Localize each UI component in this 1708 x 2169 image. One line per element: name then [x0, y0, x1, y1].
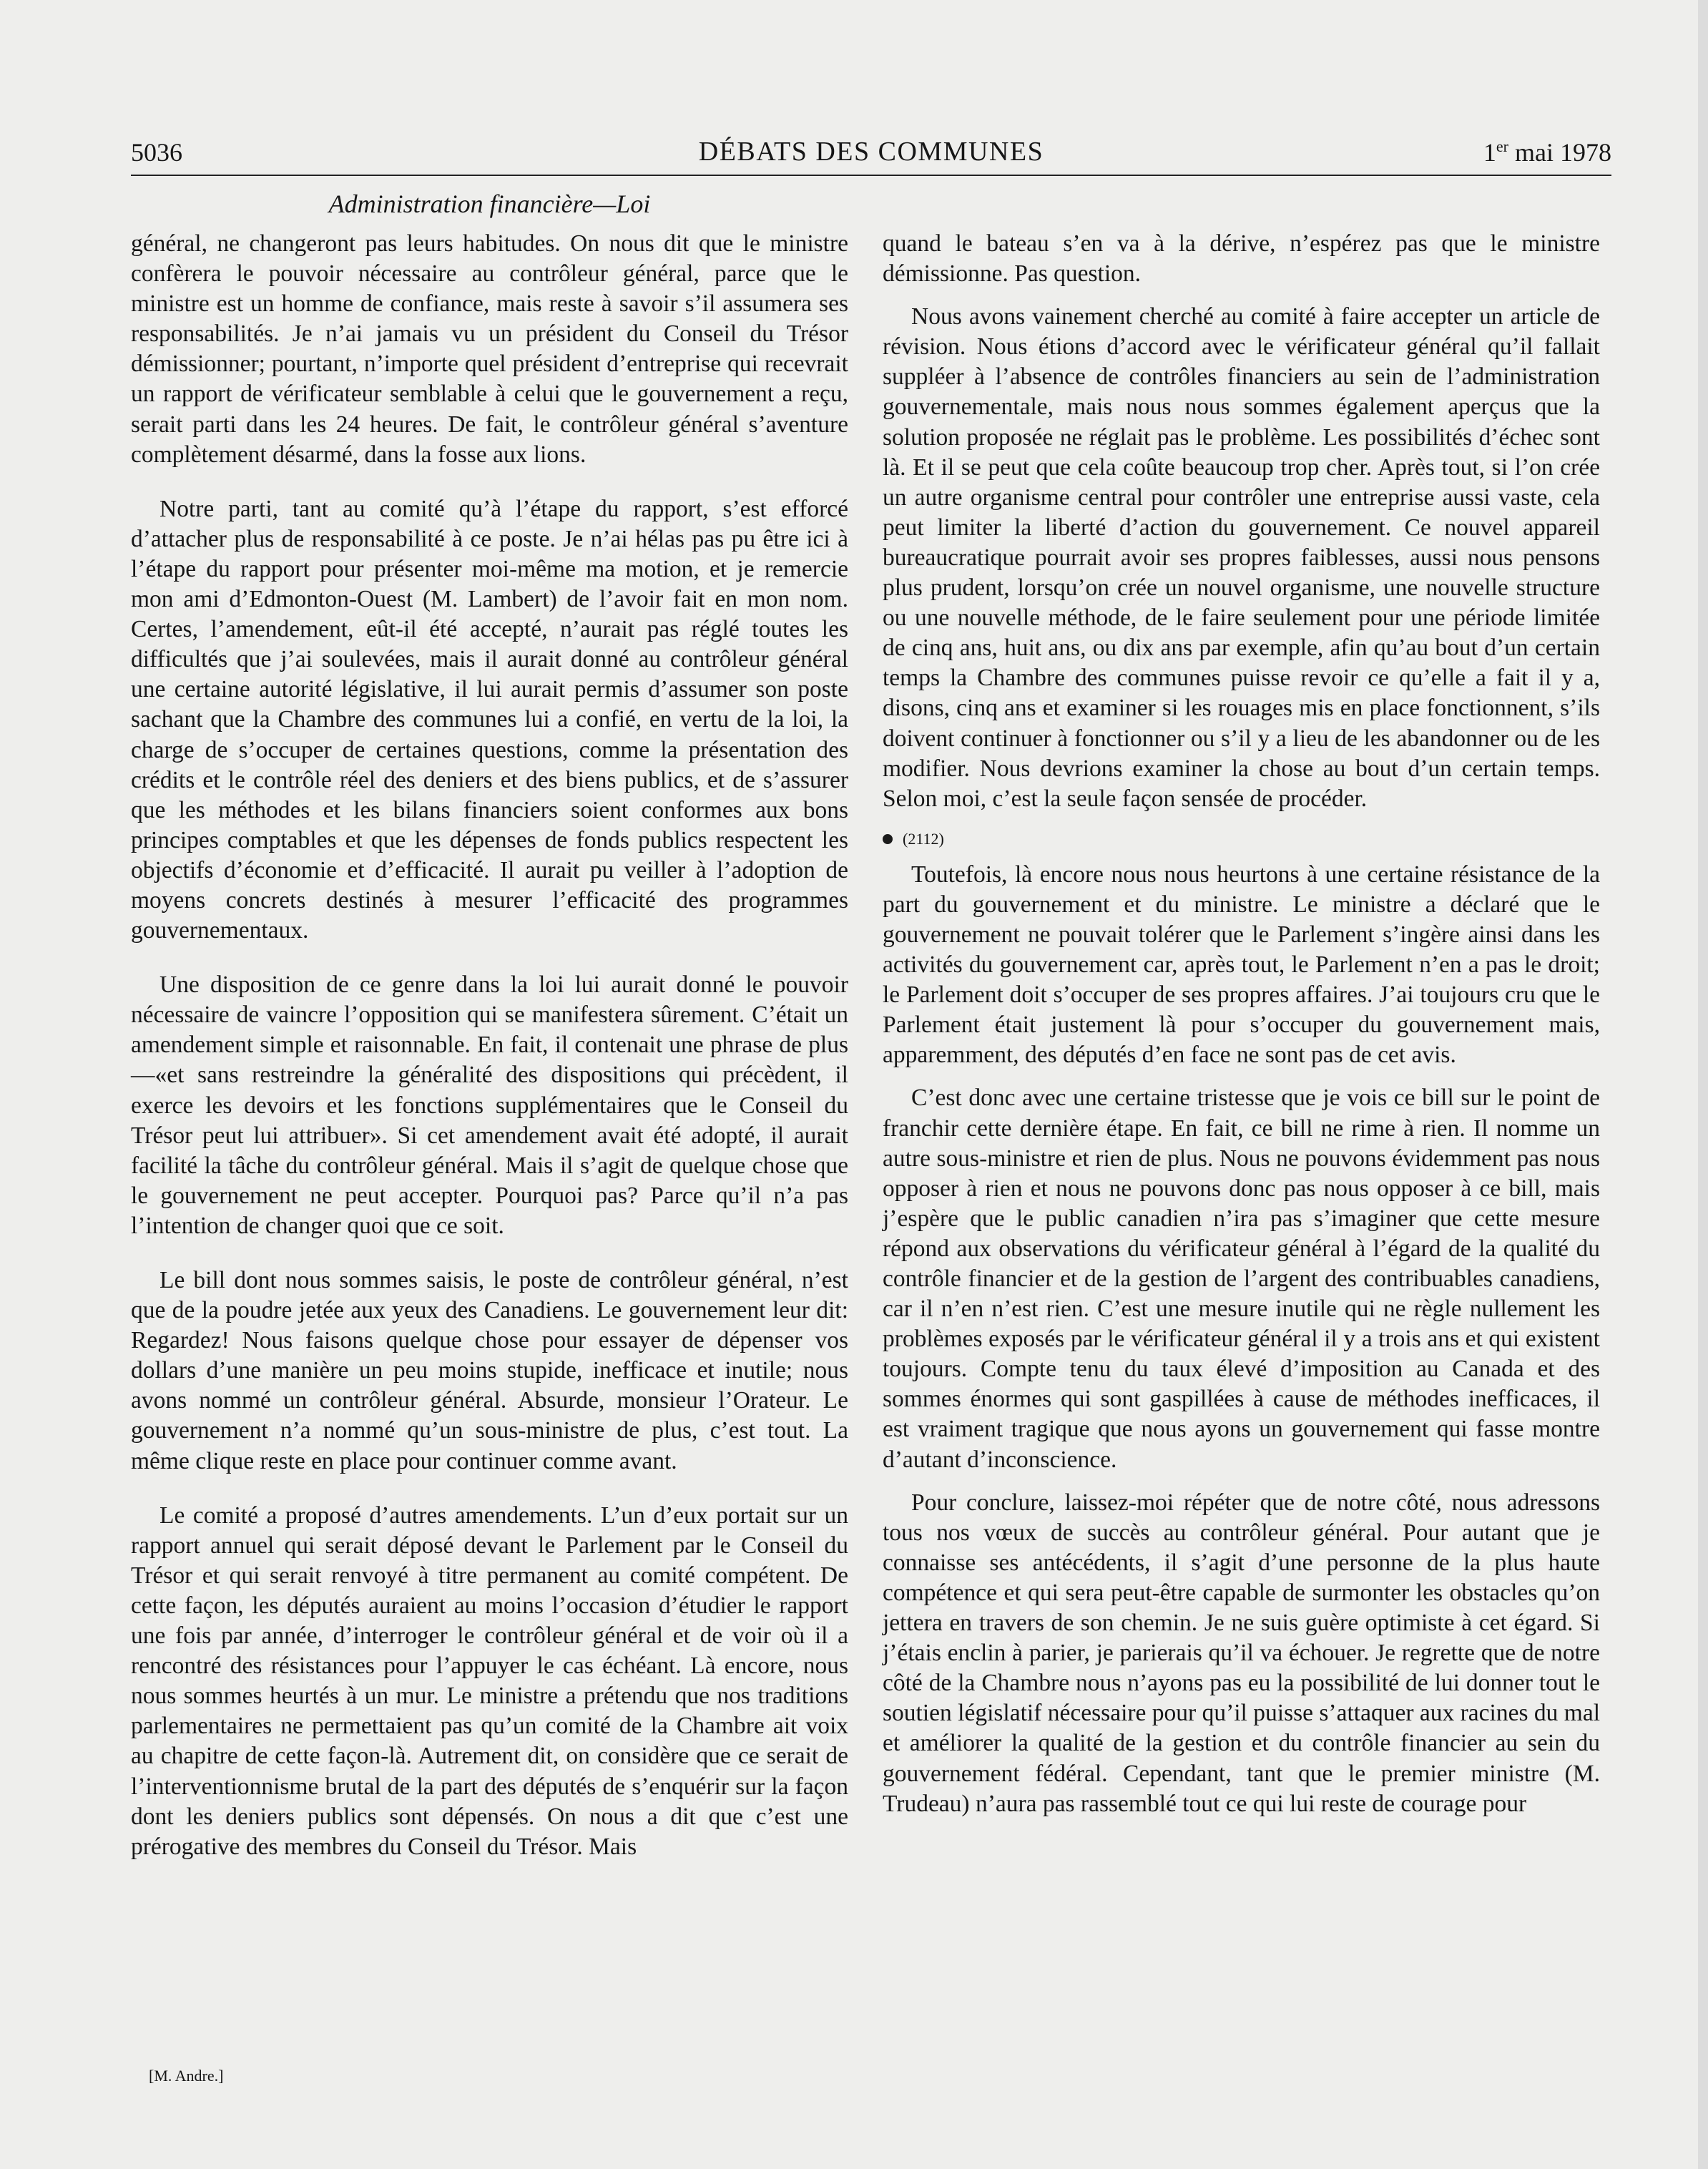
bullet-dot-icon: [883, 834, 893, 844]
paragraph: Une disposition de ce genre dans la loi lui aurait donné le pouvoir nécessaire de vaincre l’opposition qui se manifestera sûrement. C’était un amendement simple et raisonnable. En fait, il contenait une phrase de plus—«et sans restreindre la généralité des dispositions qui précèdent, il exerce les devoirs et les fonctions supplémentaires que le Conseil du Trésor peut lui attribuer». Si cet amendement avait été adopté, il aurait facilité la tâche du contrôleur général. Mais il s’agit de quelque chose que le gouvernement ne peut accepter. Pourquoi pas? Parce qu’il n’a pas l’intention de changer quoi que ce soit.: [131, 971, 848, 1239]
paragraph: général, ne changeront pas leurs habitudes. On nous dit que le ministre confèrera le pouvoir nécessaire au contrôleur général, parce que le ministre est un homme de confiance, mais reste à savoir s’il assumera ses responsabilités. Je n’ai jamais vu un président du Conseil du Trésor démissionner; pourtant, n’importe quel président d’entreprise qui recevrait un rapport de vérificateur semblable à celui que le gouvernement a reçu, serait parti dans les 24 heures. De fait, le contrôleur général s’aventure complètement désarmé, dans la fosse aux lions.: [131, 230, 848, 468]
section-subheader: Administration financière—Loi: [328, 190, 651, 218]
time-marker-label: (2112): [903, 829, 944, 848]
paragraph: Le comité a proposé d’autres amendements. L’un d’eux portait sur un rapport annuel qui serait déposé devant le Parlement par le Conseil du Trésor et qui serait renvoyé à titre permanent au comité compétent. De cette façon, les députés auraient au moins l’occasion d’étudier le rapport une fois par année, d’interroger le contrôleur général et de voir où il a rencontré des résistances pour l’appuyer le cas échéant. Là encore, nous nous sommes heurtés à un mur. Le ministre a prétendu que nos traditions parlementaires ne permettaient pas qu’un comité de la Chambre ait voix au chapitre de cette façon-là. Autrement dit, on considère que ce serait de l’interventionnisme brutal de la part des députés de s’enquérir sur la façon dont les deniers publics sont dépensés. On nous a dit que c’est une prérogative des membres du Conseil du Trésor. Mais: [131, 1502, 848, 1860]
paragraph: quand le bateau s’en va à la dérive, n’espérez pas que le ministre démissionne. Pas question.: [883, 230, 1600, 288]
journal-title: DÉBATS DES COMMUNES: [698, 137, 1044, 167]
paragraph: Pour conclure, laissez-moi répéter que de notre côté, nous adressons tous nos vœux de succès au contrôleur général. Pour autant que je connaisse ses antécédents, il s’agit d’une personne de la plus haute compétence et qui sera peut-être capable de surmonter les obstacles qu’on jettera en travers de son chemin. Je ne suis guère optimiste à cet égard. Si j’étais enclin à parier, je parierais qu’il va échouer. Je regrette que de notre côté de la Chambre nous n’ayons pas eu la possibilité de lui donner tout le soutien législatif nécessaire pour qu’il puisse s’attaquer aux racines du mal et améliorer la qualité de la gestion et du contrôle financier au sein du gouvernement fédéral. Cependant, tant que le premier ministre (M. Trudeau) n’aura pas rassemblé tout ce qui lui reste de courage pour: [883, 1489, 1600, 1817]
paragraph: Le bill dont nous sommes saisis, le poste de contrôleur général, n’est que de la poudre jetée aux yeux des Canadiens. Le gouvernement leur dit: Regardez! Nous faisons quelque chose pour essayer de dépenser vos dollars d’une manière un peu moins stupide, inefficace et inutile; nous avons nommé un contrôleur général. Absurde, monsieur l’Orateur. Le gouvernement n’a nommé qu’un sous-ministre de plus, c’est tout. La même clique reste en place pour continuer comme avant.: [131, 1267, 848, 1474]
page-number: 5036: [131, 138, 182, 167]
right-column: [883, 229, 1600, 1819]
left-column: [131, 229, 848, 1862]
page-header: [131, 134, 1611, 176]
time-marker: [883, 828, 1600, 850]
paragraph: Nous avons vainement cherché au comité à faire accepter un article de révision. Nous étions d’accord avec le vérificateur général qu’il fallait suppléer à l’absence de contrôles financiers au sein de l’administration gouvernementale, mais nous nous sommes également aperçus que la solution proposée ne réglait pas le problème. Les possibilités d’échec sont là. Et il se peut que cela coûte beaucoup trop cher. Après tout, si l’on crée un autre organisme central pour contrôler une entreprise aussi vaste, cela peut limiter la liberté d’action du gouvernement. Ce nouvel appareil bureaucratique pourrait avoir ses propres faiblesses, aussi nous pensons plus prudent, lorsqu’on crée un nouvel organisme, une nouvelle structure ou une nouvelle méthode, de le faire seulement pour une période limitée de cinq ans, huit ans, ou dix ans par exemple, afin qu’au bout d’un certain temps la Chambre des communes puisse revoir ce qu’elle a fait il y a, disons, cinq ans et examiner si les rouages mis en place fonctionnent, s’ils doivent continuer à fonctionner ou s’il y a lieu de les abandonner ou de les modifier. Nous devrions examiner la chose au bout d’un certain temps. Selon moi, c’est la seule façon sensée de procéder.: [883, 303, 1600, 812]
page-edge: [1698, 0, 1708, 2169]
date-day: 1: [1483, 138, 1496, 167]
date-month-year: mai 1978: [1508, 138, 1611, 167]
paragraph: C’est donc avec une certaine tristesse que je vois ce bill sur le point de franchir cette dernière étape. En fait, ce bill ne rime à rien. Il nomme un autre sous-ministre et rien de plus. Nous ne pouvons évidemment pas nous opposer à rien et nous ne pouvons donc pas nous opposer à ce bill, mais j’espère que le public canadien n’ira pas s’imaginer que cette mesure répond aux observations du vérificateur général à l’égard de la qualité du contrôle financier et de la gestion de l’argent des contribuables canadiens, car il n’en n’est rien. C’est une mesure inutile qui ne règle nullement les problèmes exposés par le vérificateur général il y a trois ans et qui existent toujours. Compte tenu du taux élevé d’imposition au Canada et des sommes énormes qui sont gaspillées à cause de méthodes inefficaces, il est vraiment tragique que nous ayons un gouvernement qui fasse montre d’autant d’inconscience.: [883, 1084, 1600, 1473]
speaker-attribution: [M. Andre.]: [149, 2067, 224, 2085]
issue-date: [1483, 137, 1611, 167]
paragraph: Notre parti, tant au comité qu’à l’étape du rapport, s’est efforcé d’attacher plus de responsabilité à ce poste. Je n’ai hélas pas pu être ici à l’étape du rapport pour présenter moi-même ma motion, et je remercie mon ami d’Edmonton-Ouest (M. Lambert) de l’avoir fait en mon nom. Certes, l’amendement, eût-il été accepté, n’aurait pas réglé toutes les difficultés que j’ai soulevées, mais il aurait donné au contrôleur général une certaine autorité législative, il lui aurait permis d’assumer son poste sachant que la Chambre des communes lui a confié, en vertu de la loi, la charge de s’occuper de certaines questions, comme la présentation des crédits et le contrôle réel des deniers et des biens publics, et de s’assurer que les méthodes et les bilans financiers soient conformes aux bons principes comptables et que les dépenses de fonds publics respectent les objectifs d’économie et d’efficacité. Il aurait pu veiller à l’adoption de moyens concrets destinés à mesurer l’efficacité des programmes gouvernementaux.: [131, 495, 848, 944]
paragraph: Toutefois, là encore nous nous heurtons à une certaine résistance de la part du gouvernement et du ministre. Le ministre a déclaré que le gouvernement ne pouvait tolérer que le Parlement s’ingère ainsi dans les activités du gouvernement car, après tout, le Parlement n’en a pas le droit; le Parlement doit s’occuper de ses propres affaires. J’ai toujours cru que le Parlement était justement là pour s’occuper du gouvernement mais, apparemment, des députés d’en face ne sont pas de cet avis.: [883, 861, 1600, 1069]
date-superscript: er: [1496, 137, 1509, 155]
